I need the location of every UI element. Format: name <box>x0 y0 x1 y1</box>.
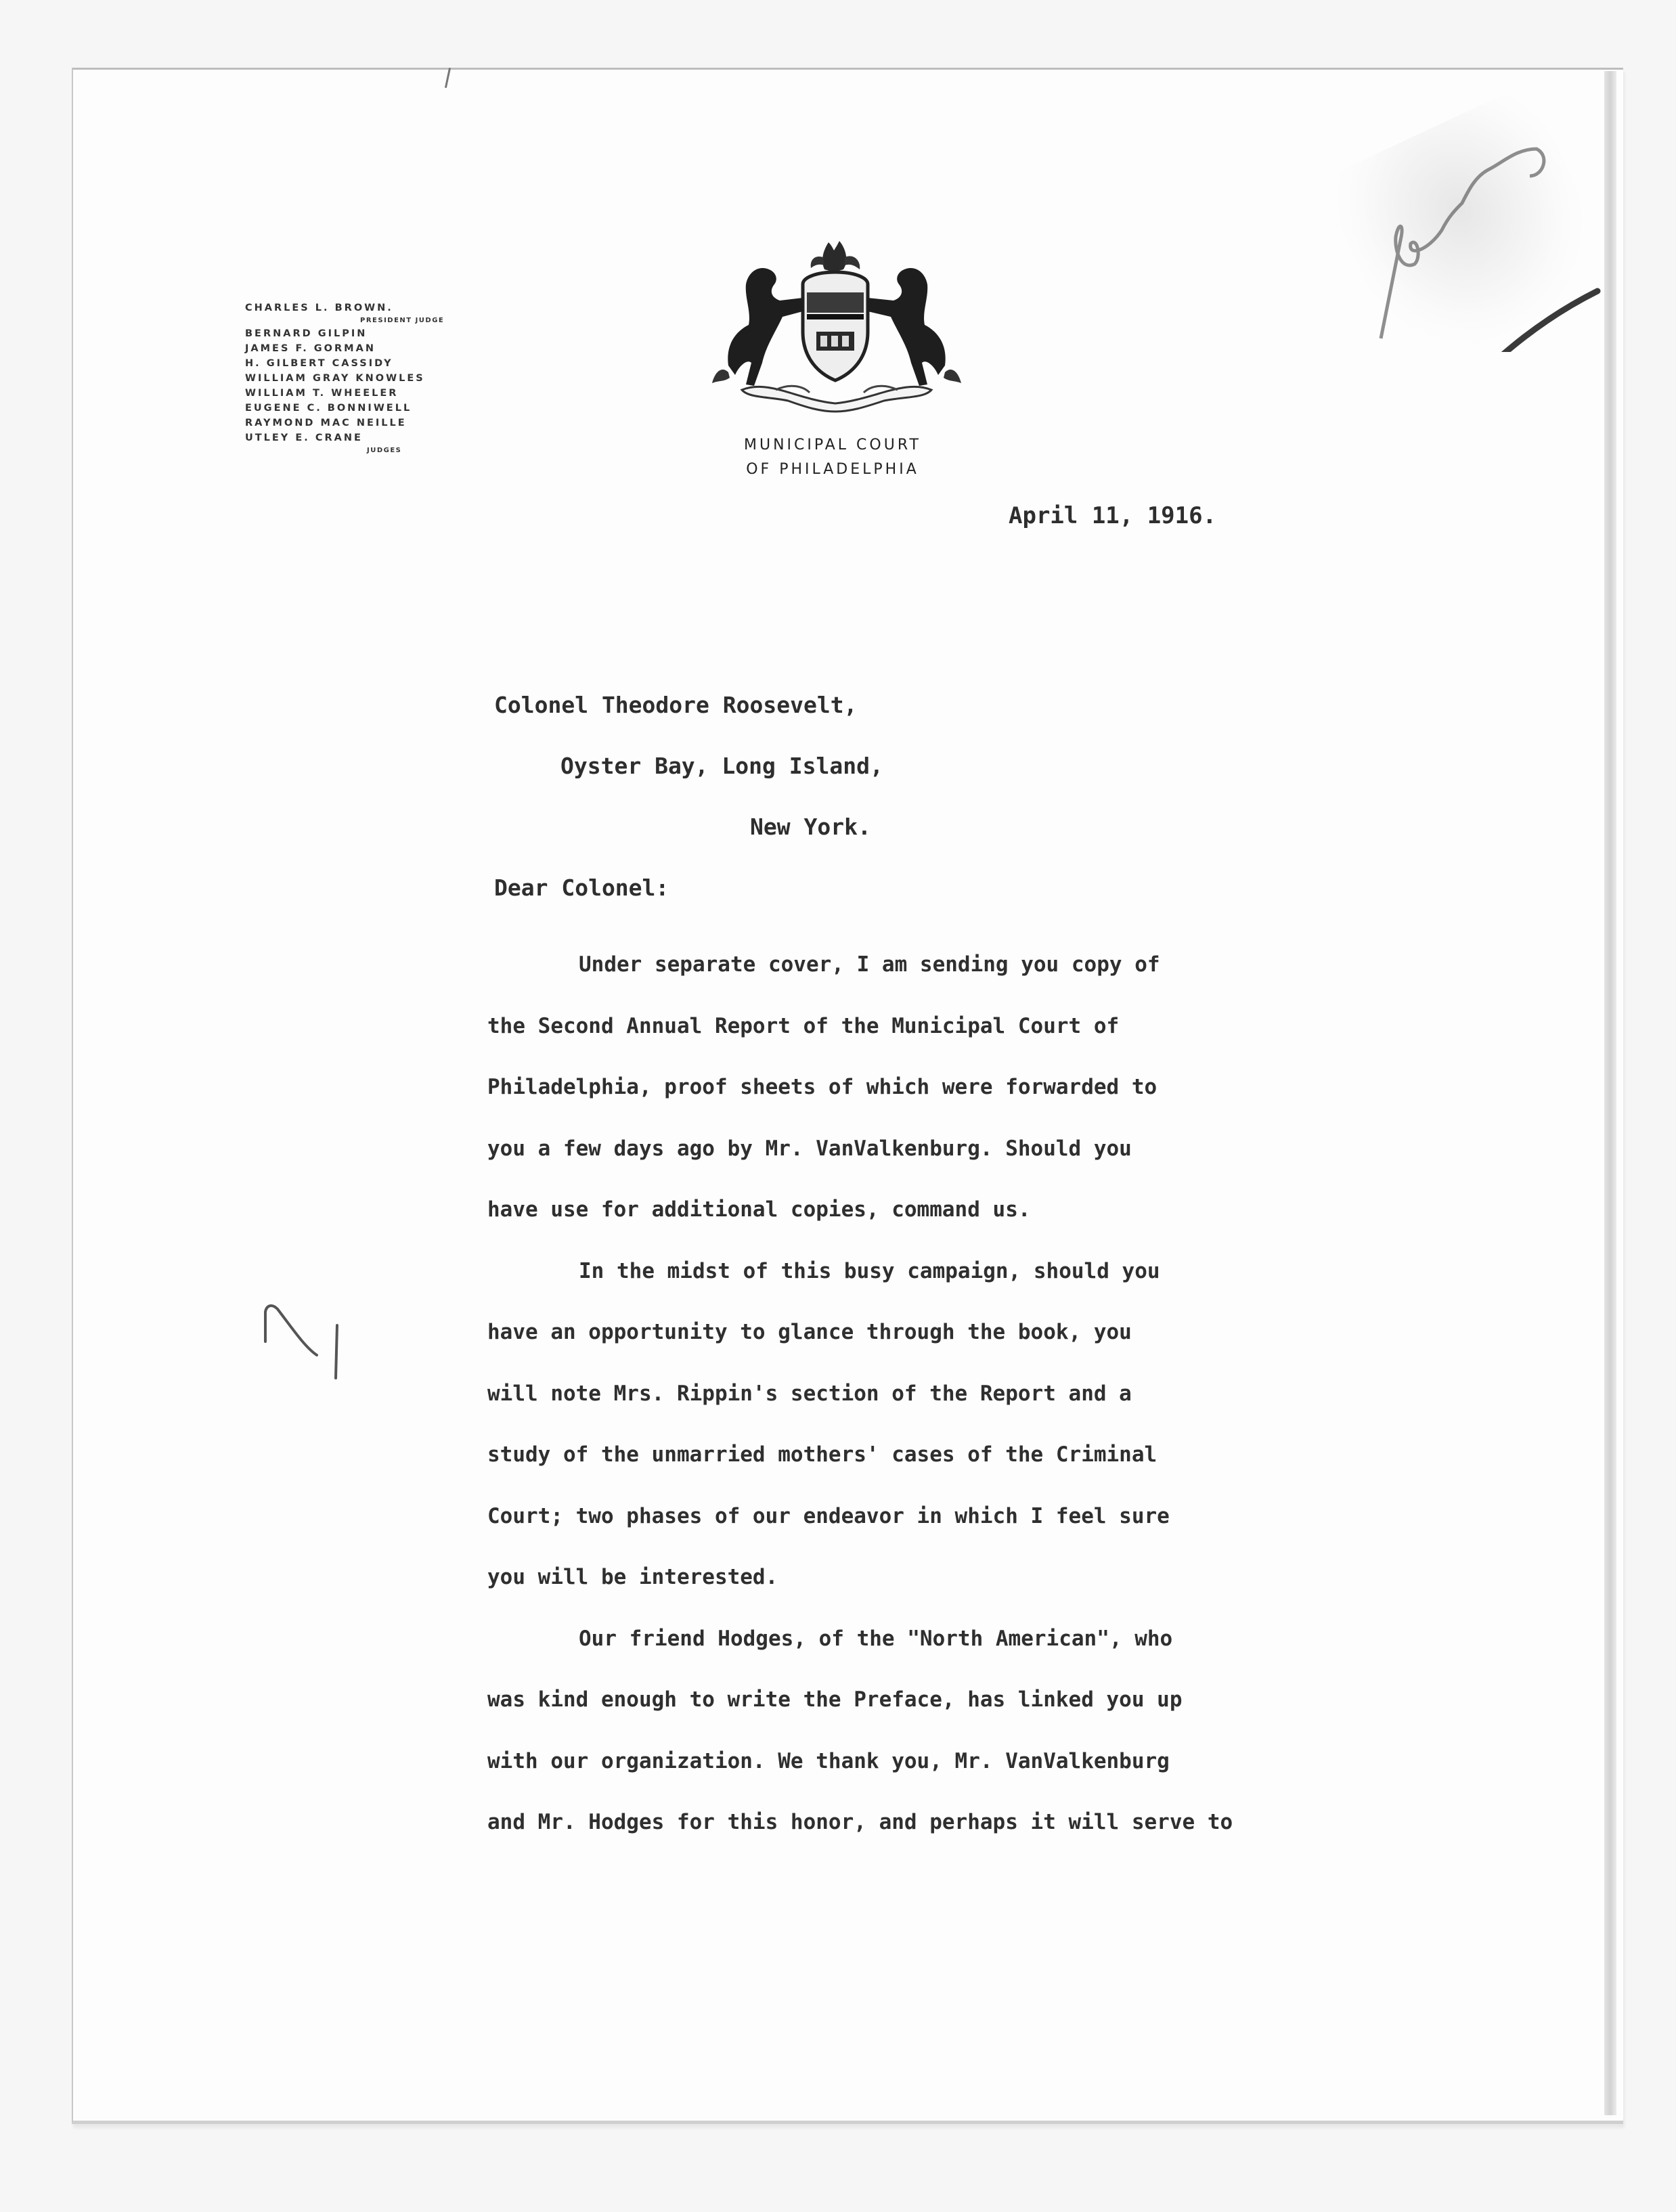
judge-name: CHARLES L. BROWN. <box>245 303 393 313</box>
judge-name: WILLIAM GRAY KNOWLES <box>245 373 425 384</box>
court-name <box>697 433 968 482</box>
body-line: and Mr. Hodges for this honor, and perhaps it will serve to <box>487 1810 1233 1834</box>
judges-list <box>245 301 444 456</box>
recipient-address: Oyster Bay, Long Island, <box>560 753 883 779</box>
body-line: will note Mrs. Rippin's section of the Report and a <box>487 1381 1132 1406</box>
body-line: Court; two phases of our endeavor in which I feel sure <box>487 1503 1170 1528</box>
paper-edge-shadow <box>1604 71 1616 2115</box>
body-line: the Second Annual Report of the Municipal Court of <box>487 1013 1120 1038</box>
recipient-state: New York. <box>750 814 871 840</box>
body-line: Under separate cover, I am sending you copy of <box>579 952 1160 977</box>
court-name-line2: OF PHILADELPHIA <box>746 461 919 478</box>
judge-name: RAYMOND MAC NEILLE <box>245 418 407 428</box>
judge-name: UTLEY E. CRANE <box>245 433 363 443</box>
salutation: Dear Colonel: <box>494 875 669 901</box>
body-line: you will be interested. <box>487 1565 778 1589</box>
body-line: In the midst of this busy campaign, should you <box>579 1258 1160 1283</box>
judges-label: JUDGES <box>367 447 402 454</box>
judge-name: JAMES F. GORMAN <box>245 343 376 354</box>
recipient-name: Colonel Theodore Roosevelt, <box>494 692 858 718</box>
body-line: Philadelphia, proof sheets of which were forwarded to <box>487 1075 1157 1099</box>
body-line: was kind enough to write the Preface, has linked you up <box>487 1687 1183 1712</box>
judge-name: BERNARD GILPIN <box>245 328 368 339</box>
judge-title: PRESIDENT JUDGE <box>360 317 445 324</box>
judge-name: WILLIAM T. WHEELER <box>245 388 399 399</box>
body-line: with our organization. We thank you, Mr. VanValkenburg <box>487 1748 1170 1773</box>
court-name-line1: MUNICIPAL COURT <box>744 437 921 454</box>
pencil-margin-mark-icon <box>257 1300 352 1384</box>
pennsylvania-coat-of-arms-icon <box>701 230 972 413</box>
handwritten-pencil-notation-icon <box>1347 135 1604 355</box>
letter-date: April 11, 1916. <box>1009 502 1217 529</box>
body-line: Our friend Hodges, of the "North American", who <box>579 1626 1173 1651</box>
letter-body <box>487 934 1233 1853</box>
judge-name: H. GILBERT CASSIDY <box>245 358 393 369</box>
body-line: you a few days ago by Mr. VanValkenburg. Should you <box>487 1136 1132 1161</box>
judge-name: EUGENE C. BONNIWELL <box>245 403 412 414</box>
body-line: have an opportunity to glance through the book, you <box>487 1320 1132 1344</box>
body-line: study of the unmarried mothers' cases of the Criminal <box>487 1442 1157 1467</box>
body-line: have use for additional copies, command us. <box>487 1197 1031 1222</box>
